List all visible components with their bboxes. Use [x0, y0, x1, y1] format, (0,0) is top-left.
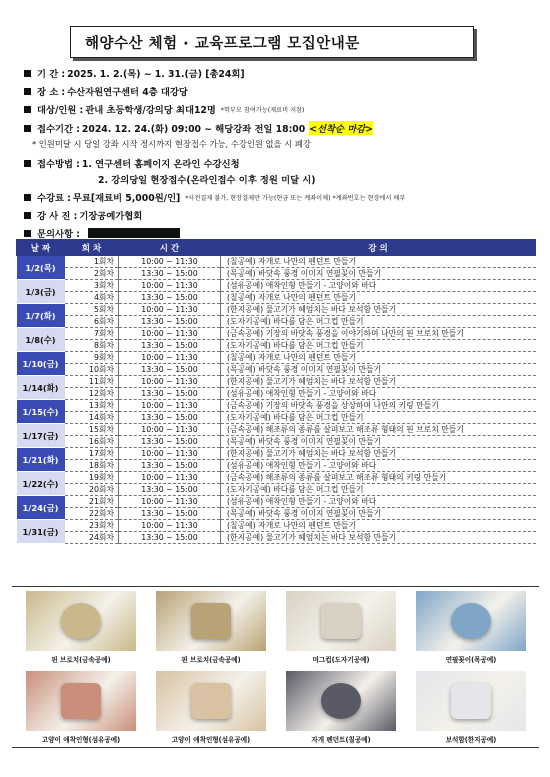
lecture-cell: (금속공예) 해조류의 종류를 살펴보고 해조류 형태의 핀 브로치 만들기: [221, 424, 536, 436]
place-value: 수산자원연구센터 4층 대강당: [67, 87, 188, 98]
method-value-1: 1. 연구센터 홈페이지 온라인 수강신청: [81, 159, 240, 170]
time-cell: 10:00 ~ 11:30: [119, 280, 221, 292]
target-row: [24, 102, 304, 116]
craft-photo: [416, 591, 526, 651]
time-cell: 13:30 ~ 15:00: [119, 484, 221, 496]
bullet-icon: [24, 160, 31, 167]
craft-photo: [286, 591, 396, 651]
time-cell: 13:30 ~ 15:00: [119, 508, 221, 520]
bullet-icon: [24, 125, 31, 132]
gallery: [12, 586, 539, 748]
table-row: [17, 484, 536, 496]
time-cell: 13:30 ~ 15:00: [119, 316, 221, 328]
table-row: [17, 292, 536, 304]
time-cell: 10:00 ~ 11:30: [119, 520, 221, 532]
fee-label: 수강료 :: [37, 193, 71, 204]
date-cell: 1/10(금): [17, 352, 65, 376]
gallery-item: [282, 671, 400, 744]
time-cell: 10:00 ~ 11:30: [119, 256, 221, 268]
craft-shape: [321, 603, 361, 639]
gallery-caption: 보석함(한지공예): [445, 736, 497, 744]
bullet-icon: [24, 88, 31, 95]
craft-shape: [61, 683, 101, 719]
lecture-cell: (칠공예) 자개로 나만의 펜던트 만들기: [221, 352, 536, 364]
session-cell: 23회차: [65, 520, 119, 532]
target-label: 대상/인원 :: [37, 105, 84, 116]
time-cell: 13:30 ~ 15:00: [119, 340, 221, 352]
lecture-cell: (칠공예) 자개로 나만의 펜던트 만들기: [221, 520, 536, 532]
session-cell: 20회차: [65, 484, 119, 496]
table-row: [17, 532, 536, 544]
session-cell: 2회차: [65, 268, 119, 280]
lecture-cell: (도자기공예) 바다를 담은 머그컵 만들기: [221, 484, 536, 496]
contact-row: [24, 226, 180, 240]
lecture-cell: (금속공예) 기장의 바닷속 풍경을 상상하며 나만의 키링 만들기: [221, 400, 536, 412]
schedule-body: [17, 256, 536, 544]
method-value-2: 2. 강의당일 현장접수(온라인접수 이후 정원 미달 시): [98, 175, 316, 186]
apply-row: [24, 121, 373, 135]
gallery-caption: 고양이 애착인형(섬유공예): [171, 736, 251, 744]
bullet-icon: [24, 230, 31, 237]
craft-photo: [416, 671, 526, 731]
time-cell: 10:00 ~ 11:30: [119, 328, 221, 340]
lecture-cell: (금속공예) 해조류의 종류를 살펴보고 해조류 형태의 키링 만들기: [221, 472, 536, 484]
apply-subnote: * 인원미달 시 당일 강좌 시작 정시까지 현장접수 가능, 수강인원 없을 시 폐강: [32, 139, 311, 149]
table-row: [17, 520, 536, 532]
table-row: [17, 496, 536, 508]
gallery-item: [22, 671, 140, 744]
session-cell: 13회차: [65, 400, 119, 412]
fee-value: 무료[재료비 5,000원/인]: [72, 193, 181, 204]
lecturer-row: [24, 208, 142, 222]
craft-shape: [451, 683, 491, 719]
time-cell: 10:00 ~ 11:30: [119, 304, 221, 316]
lecture-cell: (목공예) 바닷속 풍경 이미지 연필꽂이 만들기: [221, 364, 536, 376]
header-date: 날 짜: [17, 240, 65, 256]
session-cell: 9회차: [65, 352, 119, 364]
table-row: [17, 268, 536, 280]
session-cell: 7회차: [65, 328, 119, 340]
craft-shape: [451, 603, 491, 639]
craft-photo: [26, 671, 136, 731]
table-row: [17, 436, 536, 448]
session-cell: 16회차: [65, 436, 119, 448]
table-row: [17, 376, 536, 388]
lecture-cell: (칠공예) 자개로 나만의 펜던트 만들기: [221, 292, 536, 304]
table-row: [17, 400, 536, 412]
time-cell: 10:00 ~ 11:30: [119, 472, 221, 484]
craft-shape: [191, 603, 231, 639]
time-cell: 13:30 ~ 15:00: [119, 460, 221, 472]
period-label: 기 간 :: [37, 69, 66, 80]
target-value: 관내 초등학생/강의당 최대12명: [85, 105, 216, 116]
bullet-icon: [24, 106, 31, 113]
lecture-cell: (섬유공예) 애착인형 만들기 - 고양이와 바다: [221, 460, 536, 472]
craft-shape: [191, 683, 231, 719]
time-cell: 13:30 ~ 15:00: [119, 436, 221, 448]
table-header-row: [17, 240, 536, 256]
method-label: 접수방법 :: [37, 159, 80, 170]
time-cell: 13:30 ~ 15:00: [119, 292, 221, 304]
date-cell: 1/17(금): [17, 424, 65, 448]
lecture-cell: (목공예) 바닷속 풍경 이미지 연필꽂이 만들기: [221, 268, 536, 280]
session-cell: 24회차: [65, 532, 119, 544]
place-row: [24, 84, 188, 98]
session-cell: 3회차: [65, 280, 119, 292]
lecturer-label: 강 사 진 :: [37, 211, 78, 222]
table-row: [17, 508, 536, 520]
session-cell: 21회차: [65, 496, 119, 508]
lecture-cell: (목공예) 바닷속 풍경 이미지 연필꽂이 만들기: [221, 436, 536, 448]
time-cell: 13:30 ~ 15:00: [119, 268, 221, 280]
table-row: [17, 364, 536, 376]
date-cell: 1/8(수): [17, 328, 65, 352]
session-cell: 22회차: [65, 508, 119, 520]
time-cell: 10:00 ~ 11:30: [119, 376, 221, 388]
gallery-item: [282, 591, 400, 664]
gallery-caption: 핀 브로치(금속공예): [51, 656, 111, 664]
lecture-cell: (금속공예) 기장의 바닷속 풍경을 이야기하며 나만의 핀 브로치 만들기: [221, 328, 536, 340]
bullet-icon: [24, 194, 31, 201]
session-cell: 12회차: [65, 388, 119, 400]
lecture-cell: (섬유공예) 애착인형 만들기 - 고양이와 바다: [221, 280, 536, 292]
session-cell: 10회차: [65, 364, 119, 376]
date-cell: 1/24(금): [17, 496, 65, 520]
date-cell: 1/2(목): [17, 256, 65, 280]
session-cell: 17회차: [65, 448, 119, 460]
fee-note: *사전결제 불가, 현장결제만 가능(현금 또는 계좌이체) *계좌번호는 현장에서 배부: [185, 194, 406, 202]
date-cell: 1/31(금): [17, 520, 65, 544]
table-row: [17, 256, 536, 268]
period-row: [24, 66, 245, 80]
time-cell: 10:00 ~ 11:30: [119, 352, 221, 364]
apply-highlight: <선착순 마감>: [309, 121, 373, 135]
craft-photo: [156, 591, 266, 651]
date-cell: 1/3(금): [17, 280, 65, 304]
page-title: 해양수산 체험 · 교육프로그램 모집안내문: [70, 26, 474, 58]
lecturer-value: 기장공예가협회: [79, 211, 143, 222]
lecture-cell: (도자기공예) 바다를 담은 머그컵 만들기: [221, 412, 536, 424]
time-cell: 10:00 ~ 11:30: [119, 424, 221, 436]
session-cell: 8회차: [65, 340, 119, 352]
gallery-caption: 연필꽂이(목공예): [445, 656, 497, 664]
time-cell: 13:30 ~ 15:00: [119, 412, 221, 424]
lecture-cell: (도자기공예) 바다를 담은 머그컵 만들기: [221, 340, 536, 352]
date-cell: 1/21(화): [17, 448, 65, 472]
table-row: [17, 328, 536, 340]
time-cell: 13:30 ~ 15:00: [119, 364, 221, 376]
session-cell: 18회차: [65, 460, 119, 472]
table-row: [17, 412, 536, 424]
craft-photo: [286, 671, 396, 731]
craft-shape: [321, 683, 361, 719]
session-cell: 6회차: [65, 316, 119, 328]
apply-label: 접수기간 :: [37, 124, 80, 135]
lecture-cell: (한지공예) 물고기가 헤엄치는 바다 보석함 만들기: [221, 304, 536, 316]
period-value: 2025. 1. 2.(목) ~ 1. 31.(금) [총24회]: [67, 69, 245, 80]
craft-photo: [156, 671, 266, 731]
bullet-icon: [24, 70, 31, 77]
table-row: [17, 280, 536, 292]
table-row: [17, 424, 536, 436]
session-cell: 19회차: [65, 472, 119, 484]
gallery-item: [412, 591, 530, 664]
date-cell: 1/14(화): [17, 376, 65, 400]
craft-photo: [26, 591, 136, 651]
method-row: [24, 156, 240, 170]
gallery-caption: 자개 펜던트(칠공예): [311, 736, 371, 744]
table-row: [17, 460, 536, 472]
time-cell: 10:00 ~ 11:30: [119, 496, 221, 508]
time-cell: 10:00 ~ 11:30: [119, 400, 221, 412]
table-row: [17, 388, 536, 400]
date-cell: 1/7(화): [17, 304, 65, 328]
craft-shape: [61, 603, 101, 639]
date-cell: 1/15(수): [17, 400, 65, 424]
place-label: 장 소 :: [37, 87, 66, 98]
apply-value: 2024. 12. 24.(화) 09:00 ~ 해당강좌 전일 18:00: [81, 124, 306, 135]
lecture-cell: (한지공예) 물고기가 헤엄치는 바다 보석함 만들기: [221, 532, 536, 544]
table-row: [17, 340, 536, 352]
gallery-caption: 고양이 애착인형(섬유공예): [41, 736, 121, 744]
table-row: [17, 352, 536, 364]
gallery-item: [152, 671, 270, 744]
time-cell: 13:30 ~ 15:00: [119, 388, 221, 400]
gallery-item: [22, 591, 140, 664]
table-row: [17, 472, 536, 484]
header-lecture: 강 의: [221, 240, 536, 256]
gallery-item: [152, 591, 270, 664]
table-row: [17, 316, 536, 328]
time-cell: 10:00 ~ 11:30: [119, 448, 221, 460]
time-cell: 13:30 ~ 15:00: [119, 532, 221, 544]
header-session: 회 차: [65, 240, 119, 256]
session-cell: 1회차: [65, 256, 119, 268]
bullet-icon: [24, 212, 31, 219]
session-cell: 15회차: [65, 424, 119, 436]
contact-label: 문의사항 :: [37, 229, 80, 240]
session-cell: 5회차: [65, 304, 119, 316]
lecture-cell: (섬유공예) 애착인형 만들기 - 고양이와 바다: [221, 388, 536, 400]
redacted-contact: [88, 228, 180, 238]
lecture-cell: (목공예) 바닷속 풍경 이미지 연필꽂이 만들기: [221, 508, 536, 520]
session-cell: 11회차: [65, 376, 119, 388]
lecture-cell: (도자기공예) 바다를 담은 머그컵 만들기: [221, 316, 536, 328]
table-row: [17, 304, 536, 316]
lecture-cell: (섬유공예) 애착인형 만들기 - 고양이와 바다: [221, 496, 536, 508]
lecture-cell: (칠공예) 자개로 나만의 펜던트 만들기: [221, 256, 536, 268]
session-cell: 14회차: [65, 412, 119, 424]
lecture-cell: (한지공예) 물고기가 헤엄치는 바다 보석함 만들기: [221, 376, 536, 388]
lecture-cell: (한지공예) 물고기가 헤엄치는 바다 보석함 만들기: [221, 448, 536, 460]
table-row: [17, 448, 536, 460]
schedule-table: [16, 239, 536, 544]
header-time: 시 간: [119, 240, 221, 256]
target-note: *학부모 참여가능(재료비 지참): [220, 106, 305, 114]
method-row-2: [96, 172, 316, 186]
gallery-caption: 핀 브로치(금속공예): [181, 656, 241, 664]
fee-row: [24, 190, 405, 204]
gallery-caption: 머그컵(도자기공예): [312, 656, 370, 664]
gallery-item: [412, 671, 530, 744]
session-cell: 4회차: [65, 292, 119, 304]
date-cell: 1/22(수): [17, 472, 65, 496]
